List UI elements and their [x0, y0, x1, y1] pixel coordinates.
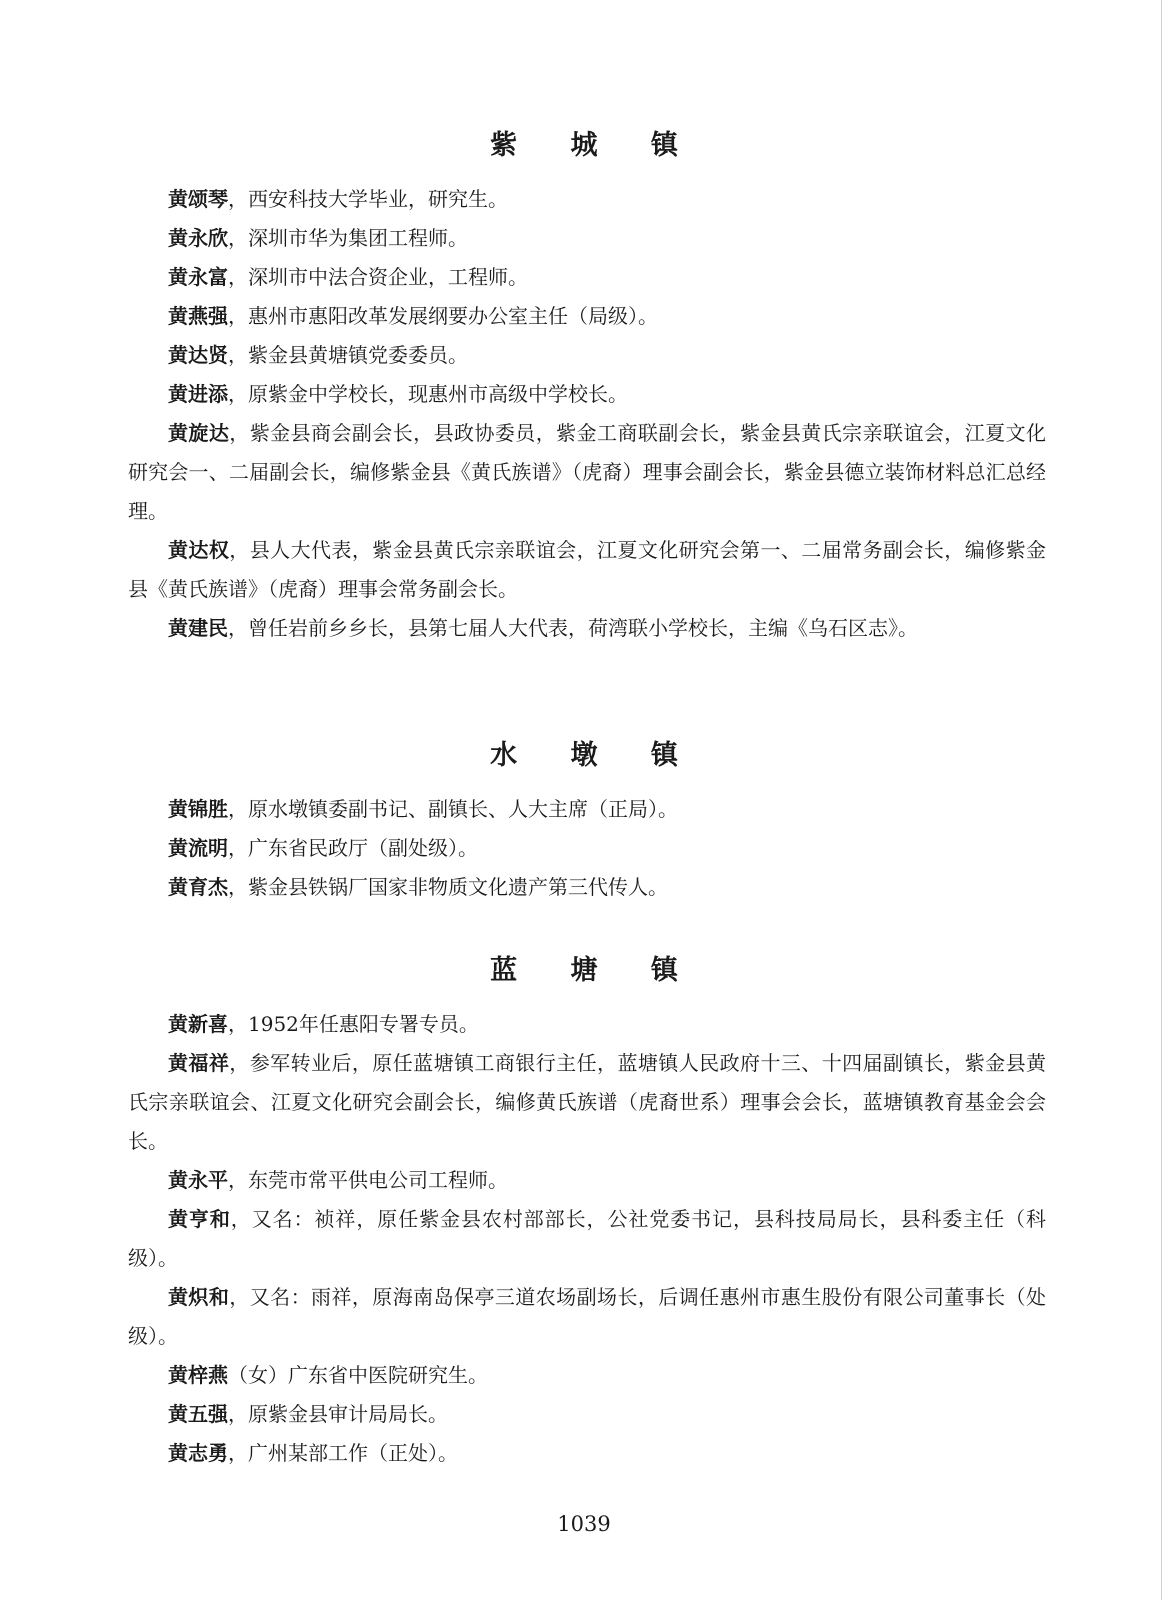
entry: [128, 1278, 1046, 1356]
entry: [128, 1161, 1046, 1200]
entry-name: 黄旋达: [168, 421, 230, 445]
entry: [128, 414, 1046, 531]
entry-text: ，又名：祯祥，原任紫金县农村部部长，公社党委书记，县科技局局长，县科委主任（科级）。: [128, 1207, 1047, 1270]
entry-list: [0, 1005, 1168, 1473]
entry-name: 黄福祥: [168, 1051, 230, 1075]
entry-text: ，又名：雨祥，原海南岛保亭三道农场副场长，后调任惠州市惠生股份有限公司董事长（处级）。: [128, 1285, 1047, 1348]
entry: [128, 609, 1046, 648]
entry: [128, 1395, 1046, 1434]
entry-text: ，紫金县铁锅厂国家非物质文化遗产第三代传人。: [228, 875, 668, 899]
entry-text: ，西安科技大学毕业，研究生。: [228, 187, 508, 211]
entry-text: ，广州某部工作（正处）。: [228, 1441, 458, 1465]
entry-name: 黄永平: [168, 1168, 228, 1192]
entry: [128, 1200, 1046, 1278]
entry-text: （女）广东省中医院研究生。: [228, 1363, 488, 1387]
entry-name: 黄炽和: [168, 1285, 230, 1309]
entry: [128, 297, 1046, 336]
entry-name: 黄亨和: [168, 1207, 231, 1231]
entry-text: ，曾任岩前乡乡长，县第七届人大代表，荷湾联小学校长，主编《乌石区志》。: [228, 616, 918, 640]
entry: [128, 375, 1046, 414]
entry: [128, 219, 1046, 258]
entry-name: 黄育杰: [168, 875, 228, 899]
entry-name: 黄建民: [168, 616, 228, 640]
section-title: 蓝 塘 镇: [490, 955, 700, 986]
entry-text: ，参军转业后，原任蓝塘镇工商银行主任，蓝塘镇人民政府十三、十四届副镇长，紫金县黄氏宗亲联谊会、江夏文化研究会副会长，编修黄氏族谱（虎裔世系）理事会会长，蓝塘镇教育基金会会长。: [128, 1051, 1047, 1153]
entry-name: 黄达贤: [168, 343, 228, 367]
section-shuidun: [0, 736, 1168, 907]
entry: [128, 1356, 1046, 1395]
entry: [128, 336, 1046, 375]
entry-name: 黄永欣: [168, 226, 228, 250]
entry: [128, 829, 1046, 868]
entry-name: 黄永富: [168, 265, 228, 289]
entry-text: ，紫金县商会副会长，县政协委员，紫金工商联副会长，紫金县黄氏宗亲联谊会，江夏文化研究会一、二届副会长，编修紫金县《黄氏族谱》（虎裔）理事会副会长，紫金县德立装饰材料总汇总经理。: [128, 421, 1047, 523]
entry: [128, 531, 1046, 609]
entry-text: ，原紫金中学校长，现惠州市高级中学校长。: [228, 382, 628, 406]
entry: [128, 790, 1046, 829]
entry-text: ，深圳市华为集团工程师。: [228, 226, 468, 250]
entry: [128, 1434, 1046, 1473]
entry-text: ，惠州市惠阳改革发展纲要办公室主任（局级）。: [228, 304, 658, 328]
entry-name: 黄五强: [168, 1402, 228, 1426]
entry-text: ，紫金县黄塘镇党委委员。: [228, 343, 468, 367]
entry-text: ，1952年任惠阳专署专员。: [228, 1012, 479, 1036]
entry-text: ，原紫金县审计局局长。: [228, 1402, 448, 1426]
section-zicheng: [0, 126, 1168, 648]
entry-name: 黄新喜: [168, 1012, 228, 1036]
page-number: 1039: [557, 1512, 611, 1536]
entry-text: ，深圳市中法合资企业，工程师。: [228, 265, 528, 289]
entry: [128, 180, 1046, 219]
entry-name: 黄达权: [168, 538, 230, 562]
entry: [128, 258, 1046, 297]
entry: [128, 1044, 1046, 1161]
section-title: 紫 城 镇: [490, 130, 700, 161]
entry-name: 黄志勇: [168, 1441, 228, 1465]
entry-name: 黄流明: [168, 836, 228, 860]
entry: [128, 1005, 1046, 1044]
entry-list: [0, 180, 1168, 648]
section-lantang: [0, 951, 1168, 1473]
entry-text: ，原水墩镇委副书记、副镇长、人大主席（正局）。: [228, 797, 678, 821]
entry: [128, 868, 1046, 907]
entry-text: ，县人大代表，紫金县黄氏宗亲联谊会，江夏文化研究会第一、二届常务副会长，编修紫金县《黄氏族谱》（虎裔）理事会常务副会长。: [128, 538, 1047, 601]
section-title: 水 墩 镇: [490, 740, 700, 771]
entry-name: 黄颂琴: [168, 187, 228, 211]
entry-name: 黄锦胜: [168, 797, 228, 821]
entry-name: 黄进添: [168, 382, 228, 406]
entry-text: ，东莞市常平供电公司工程师。: [228, 1168, 508, 1192]
entry-name: 黄燕强: [168, 304, 228, 328]
entry-name: 黄梓燕: [168, 1363, 228, 1387]
entry-text: ，广东省民政厅（副处级）。: [228, 836, 478, 860]
entry-list: [0, 790, 1168, 907]
